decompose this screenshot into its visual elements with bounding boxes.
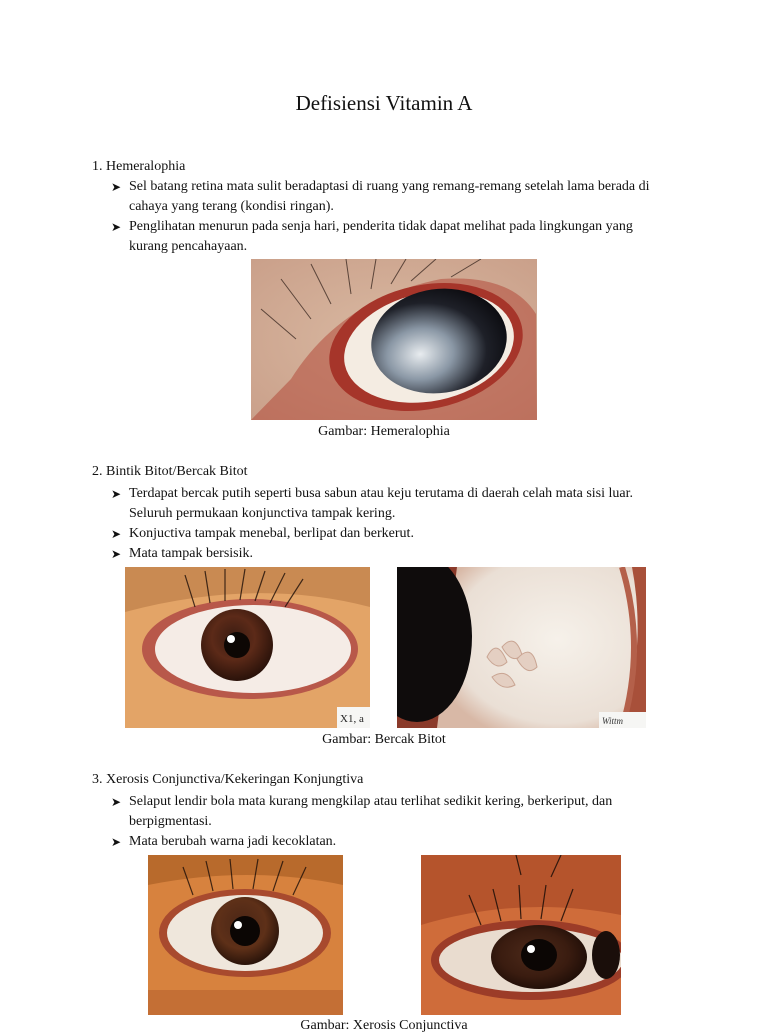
list-item: ➤ Konjuctiva tampak menebal, berlipat dan berkerut. [111, 524, 671, 544]
photo-label: X1, a [340, 713, 364, 725]
page-title: Defisiensi Vitamin A [295, 91, 473, 115]
arrow-bullet-icon: ➤ [111, 547, 122, 561]
hemeralophia-eye-photo [251, 259, 537, 420]
list-item: ➤ Penglihatan menurun pada senja hari, penderita tidak dapat melihat pada lingkungan yang kurang pencahayaan. [111, 219, 633, 254]
arrow-bullet-icon: ➤ [111, 527, 122, 541]
figure-caption: Gambar: Bercak Bitot [322, 732, 446, 747]
arrow-bullet-icon: ➤ [111, 795, 122, 809]
list-item: ➤ Mata berubah warna jadi kecoklatan. [111, 832, 671, 852]
xerosis-eye-photo-1 [148, 855, 343, 1015]
figure-caption: Gambar: Xerosis Conjunctiva [300, 1018, 468, 1033]
section-heading-xerosis: 3. Xerosis Conjunctiva/Kekeringan Konjungtiva [92, 772, 364, 787]
section-heading-hemeralophia: 1. Hemeralophia [92, 159, 186, 174]
list-item: ➤ Mata tampak bersisik. [111, 544, 671, 564]
figure-caption: Gambar: Hemeralophia [318, 424, 450, 439]
bitot-eye-photo-1 [125, 567, 370, 728]
list-item: ➤ Selaput lendir bola mata kurang mengkilap atau terlihat sedikit kering, berkeriput, dan berpigmentasi. [111, 794, 613, 829]
bitot-eye-photo-2 [397, 567, 646, 728]
photo-label: Wittm [602, 716, 624, 726]
list-item: ➤ Sel batang retina mata sulit beradaptasi di ruang yang remang-remang setelah lama berada di cahaya yang terang (kondisi ringan). [111, 179, 650, 214]
arrow-bullet-icon: ➤ [111, 487, 122, 501]
arrow-bullet-icon: ➤ [111, 180, 122, 194]
arrow-bullet-icon: ➤ [111, 835, 122, 849]
xerosis-eye-photo-2 [421, 855, 621, 1015]
arrow-bullet-icon: ➤ [111, 220, 122, 234]
list-item: ➤ Terdapat bercak putih seperti busa sabun atau keju terutama di daerah celah mata sisi luar. Seluruh permukaan konjunctiva tampak kering. [111, 486, 633, 521]
section-heading-bitot: 2. Bintik Bitot/Bercak Bitot [92, 464, 248, 479]
